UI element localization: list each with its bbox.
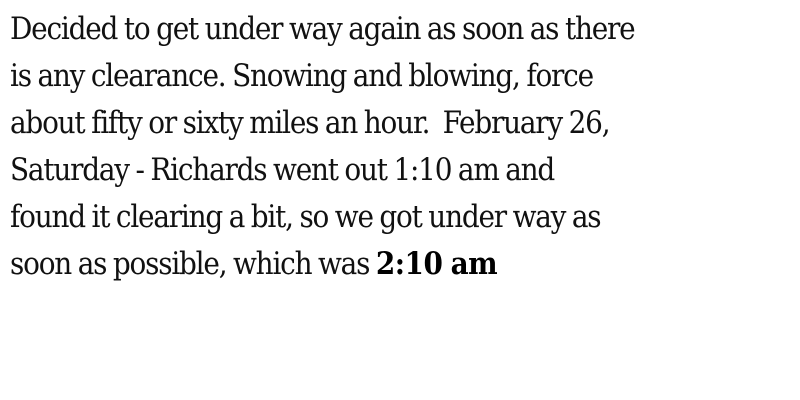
highlighted-time: 2:10 am (375, 246, 498, 282)
text-line: about fifty or sixty miles an hour. February 26, (10, 105, 610, 141)
text-line: soon as possible, which was (10, 246, 376, 282)
text-line: is any clearance. Snowing and blowing, force (10, 58, 593, 94)
text-line: found it clearing a bit, so we got under way as (10, 199, 601, 235)
text-line: Decided to get under way again as soon as there (10, 11, 635, 47)
text-line-final (10, 241, 792, 288)
text-line: Saturday - Richards went out 1:10 am and (10, 152, 555, 188)
journal-passage (10, 6, 792, 288)
